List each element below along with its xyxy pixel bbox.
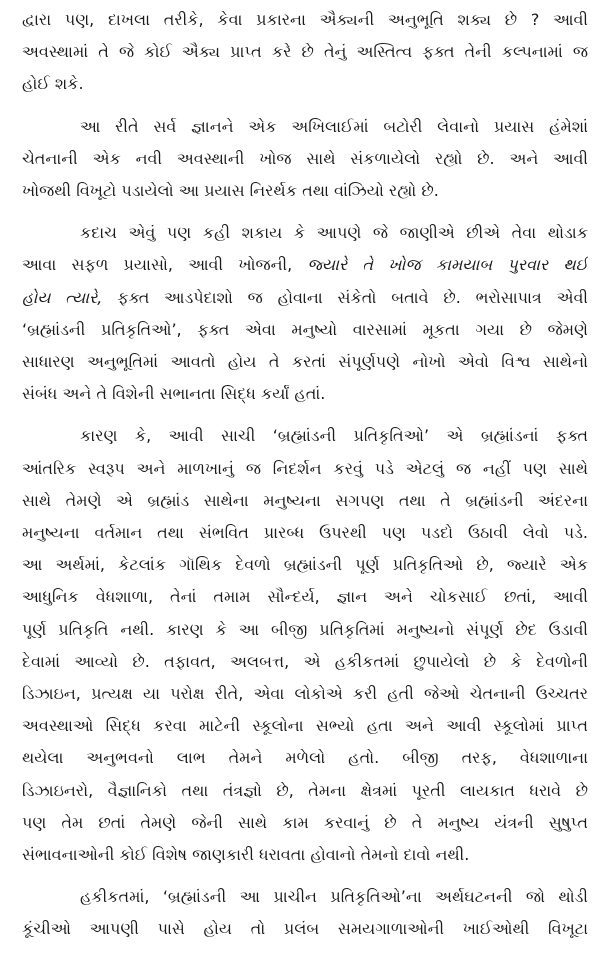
text-line: પૂર્ણ પ્રતિકૃતિ નથી. કારણ કે આ બીજી પ્રતિકૃતિમાં મનુષ્યનો સંપૂર્ણ છેદ ઉડાવી (22, 619, 588, 639)
italic-phrase: જ્યારે તે ખોજ કામયાબ પુરવાર થઈ (307, 255, 588, 275)
text-line: ખોજથી વિખૂટો પડાયેલો આ પ્રયાસ નિરર્થક તથા વાંઝિયો રહ્યો છે. (22, 181, 439, 201)
paragraph-1 (22, 4, 588, 101)
text-line: થયેલા અનુભવનો લાભ તેમને મળેલો હતો. બીજી તરફ, વેધશાળાના (22, 748, 588, 768)
text-line: સંબંધ અને તે વિશેની સભાનતા સિદ્ધ કર્યાં હતાં. (22, 384, 326, 404)
text-line: હકીકતમાં, ‘બ્રહ્માંડની આ પ્રાચીન પ્રતિકૃતિઓ’ના અર્થઘટનની જો થોડી (80, 887, 588, 907)
text-line-mixed (22, 282, 588, 314)
paragraph-2 (22, 111, 588, 208)
paragraph-5 (22, 881, 588, 945)
text-line: કદાચ એવું પણ કહી શકાય કે આપણે જે જાણીએ છીએ તેવા થોડાક (80, 223, 588, 243)
text-segment: આવા સફળ પ્રયાસો, આવી ખોજની, (22, 255, 293, 275)
paragraph-4 (22, 420, 588, 871)
text-line: કૂંચીઓ આપણી પાસે હોય તો પ્રલંબ સમયગાળાઓની ખાઈઓથી વિખૂટા (22, 919, 588, 939)
text-line: દ્વારા પણ, દાખલા તરીકે, કેવા પ્રકારના ઐક્યની અનુભૂતિ શક્ય છે ? આવી (22, 10, 588, 29)
text-line: અવસ્થાઓ સિદ્ધ કરવા માટેની સ્કૂલોના સભ્યો હતા અને આવી સ્કૂલોમાં પ્રાપ્ત (22, 716, 588, 736)
paragraph-3 (22, 217, 588, 410)
text-line: કારણ કે, આવી સાચી ‘બ્રહ્માંડની પ્રતિકૃતિઓ’ એ બ્રહ્માંડનાં ફક્ત (80, 426, 588, 446)
text-line: આ રીતે સર્વ જ્ઞાનને એક અખિલાઈમાં બટોરી લેવાનો પ્રયાસ હંમેશાં (80, 116, 588, 136)
text-line: પણ તેમ છતાં તેમણે જેની સાથે કામ કરવાનું છે તે મનુષ્ય યંત્રની સુષુપ્ત (22, 812, 588, 832)
italic-phrase: હોય ત્યારે, (22, 287, 103, 307)
book-page (22, 4, 588, 950)
text-line: આંતરિક સ્વરૂપ અને માળખાનું જ નિદર્શન કરવું પડે એટલું જ નહીં પણ સાથે (22, 458, 588, 478)
text-line-mixed (22, 249, 588, 281)
text-line: ડિઝાઇન, પ્રત્યક્ષ યા પરોક્ષ રીતે, એવા લોકોએ કરી હતી જેઓ ચેતનાની ઉચ્ચતર (22, 684, 588, 704)
text-line: મનુષ્યના વર્તમાન તથા સંભવિત પ્રારબ્ધ ઉપરથી પણ પડદો ઉઠાવી લેવો પડે. (22, 523, 588, 543)
text-line: હોઈ શકે. (22, 74, 84, 94)
text-segment: ફક્ત આડપેદાશો જ હોવાના સંકેતો બતાવે છે. ભરોસાપાત્ર એવી (117, 287, 588, 307)
text-line: સાથે તેમણે એ બ્રહ્માંડ સાથેના મનુષ્યના સગપણ તથા તે બ્રહ્માંડની અંદરના (22, 490, 588, 510)
text-line: ચેતનાની એક નવી અવસ્થાની ખોજ સાથે સંકળાયેલો રહ્યો છે. અને આવી (22, 148, 588, 168)
text-line: ડિઝાઇનરો, વૈજ્ઞાનિકો તથા તંત્રજ્ઞો છે, તેમના ક્ષેત્રમાં પૂરતી લાયકાત ધરાવે છે (22, 780, 588, 800)
text-line: અવસ્થામાં તે જે કોઈ ઐક્ય પ્રાપ્ત કરે છે તેનું અસ્તિત્વ ફક્ત તેની કલ્પનામાં જ (22, 42, 588, 62)
text-line: સંભાવનાઓની કોઈ વિશેષ જાણકારી ધરાવતા હોવાનો તેમનો દાવો નથી. (22, 845, 470, 865)
text-line: સાધારણ અનુભૂતિમાં આવતો હોય તે કરતાં સંપૂર્ણપણે નોખો એવો વિશ્વ સાથેનો (22, 352, 588, 372)
text-line: આ અર્થમાં, કેટલાંક ગૉથિક દેવળો બ્રહ્માંડની પૂર્ણ પ્રતિકૃતિઓ છે, જ્યારે એક (22, 555, 588, 575)
text-line: ‘બ્રહ્માંડની પ્રતિકૃતિઓ’, ફક્ત એવા મનુષ્યો વારસામાં મૂકતા ગયા છે જેમણે (22, 319, 588, 339)
text-line: આધુનિક વેધશાળા, તેનાં તમામ સૌન્દર્ય, જ્ઞાન અને ચોકસાઈ છતાં, આવી (22, 587, 588, 607)
text-line: દેવામાં આવ્યો છે. તફાવત, અલબત્ત, એ હકીકતમાં છુપાયેલો છે કે દેવળોની (22, 651, 588, 671)
